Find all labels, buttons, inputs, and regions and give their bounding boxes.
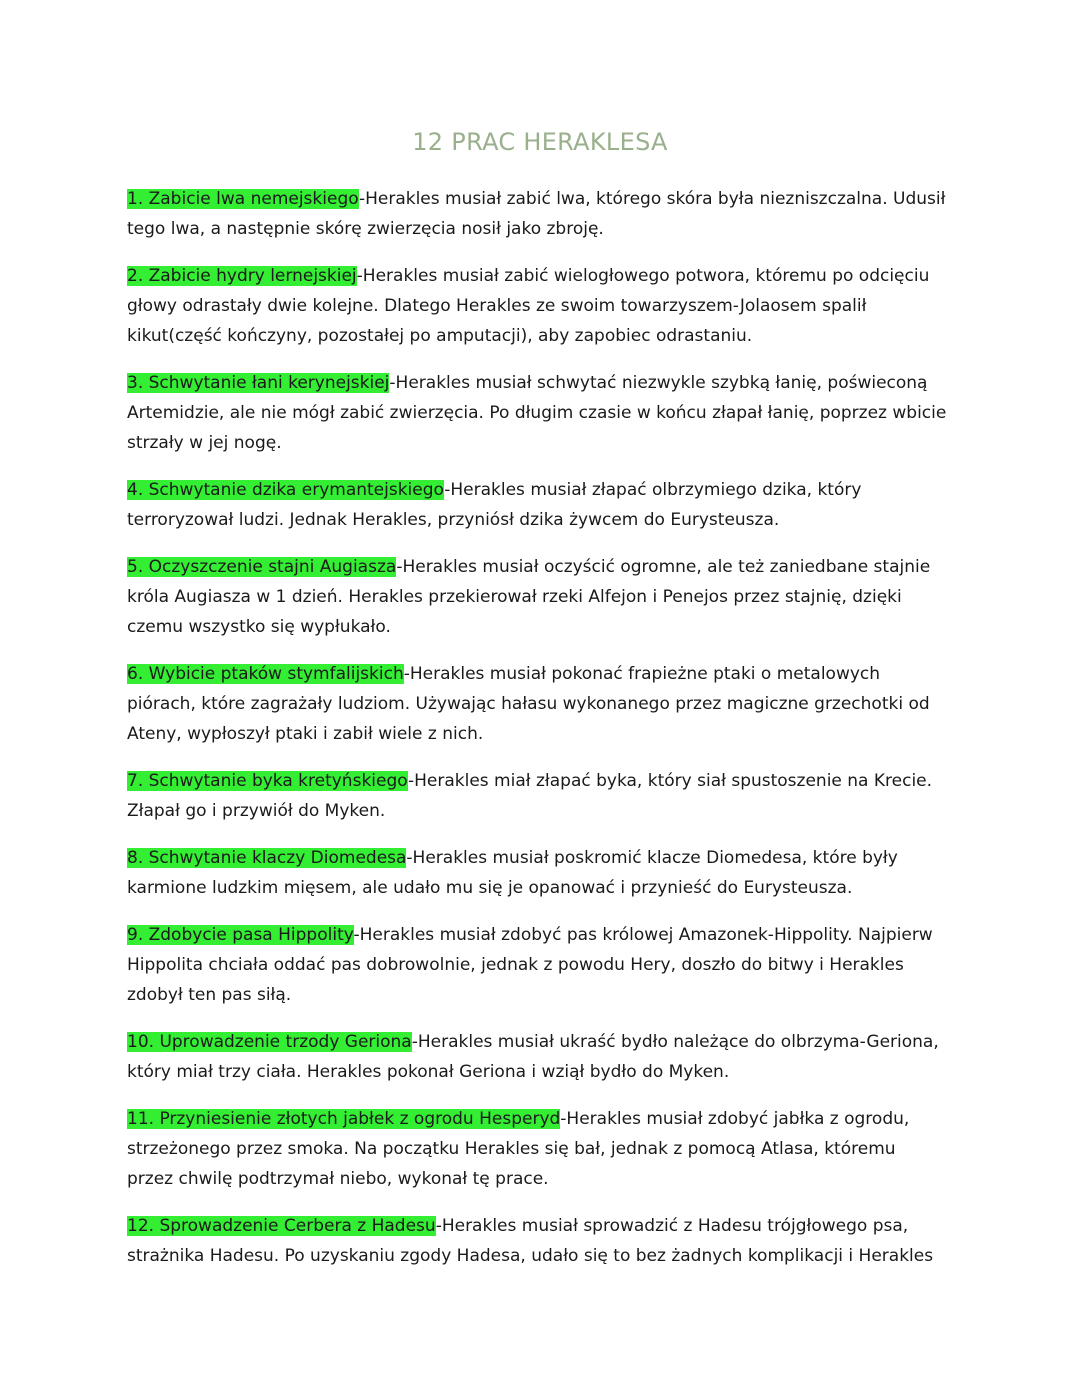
labor-item-3 (127, 368, 947, 458)
labor-heading: 7. Schwytanie byka kretyńskiego (127, 771, 408, 791)
labor-heading: 9. Zdobycie pasa Hippolity (127, 925, 354, 945)
labor-heading: 4. Schwytanie dzika erymantejskiego (127, 480, 445, 500)
labor-item-12 (127, 1211, 947, 1271)
labor-text: -Herakles musiał poskromić klacze Diomedesa, które były karmione ludzkim mięsem, ale udało mu się je opanować i przynieść do Eurysteusza. (127, 848, 898, 898)
labor-item-10 (127, 1027, 947, 1087)
labor-text: -Herakles miał złapać byka, który siał spustoszenie na Krecie. Złapał go i przywiół do Myken. (127, 771, 933, 821)
labor-text: -Herakles musiał ukraść bydło należące do olbrzyma-Geriona, który miał trzy ciała. Herakles pokonał Geriona i wziął bydło do Myken. (127, 1032, 939, 1082)
labor-text: -Herakles musiał złapać olbrzymiego dzika, który terroryzował ludzi. Jednak Herakles, przyniósł dzika żywcem do Eurysteusza. (127, 480, 862, 530)
labor-item-8 (127, 843, 947, 903)
labor-text: -Herakles musiał zdobyć jabłka z ogrodu, strzeżonego przez smoka. Na początku Herakles się bał, jednak z pomocą Atlasa, któremu przez chwilę podtrzymał niebo, wykonał tę prace. (127, 1109, 910, 1189)
labor-heading: 6. Wybicie ptaków stymfalijskich (127, 664, 404, 684)
labor-item-11 (127, 1104, 947, 1194)
labor-item-7 (127, 766, 947, 826)
page-title: 12 PRAC HERAKLESA (412, 128, 668, 156)
labors-list (127, 184, 947, 1288)
labor-heading: 8. Schwytanie klaczy Diomedesa (127, 848, 407, 868)
labor-text: -Herakles musiał pokonać frapieżne ptaki o metalowych piórach, które zagrażały ludziom. Używając hałasu wykonanego przez magiczne grzechotki od Ateny, wypłoszył ptaki i zabił wiele z nich. (127, 664, 930, 744)
labor-heading: 2. Zabicie hydry lernejskiej (127, 266, 357, 286)
labor-item-9 (127, 920, 947, 1010)
labor-heading: 5. Oczyszczenie stajni Augiasza (127, 557, 397, 577)
labor-text: -Herakles musiał sprowadzić z Hadesu trójgłowego psa, strażnika Hadesu. Po uzyskaniu zgody Hadesa, udało się to bez żadnych komplikacji i Herakles (127, 1216, 934, 1266)
labor-item-6 (127, 659, 947, 749)
labor-heading: 3. Schwytanie łani kerynejskiej (127, 373, 390, 393)
labor-heading: 11. Przyniesienie złotych jabłek z ogrodu Hesperyd (127, 1109, 561, 1129)
labor-text: -Herakles musiał zdobyć pas królowej Amazonek-Hippolity. Najpierw Hippolita chciała oddać pas dobrowolnie, jednak z powodu Hery, doszło do bitwy i Herakles zdobył ten pas siłą. (127, 925, 933, 1005)
labor-text: -Herakles musiał zabić lwa, którego skóra była niezniszczalna. Udusił tego lwa, a następnie skórę zwierzęcia nosił jako zbroję. (127, 189, 946, 239)
labor-item-2 (127, 261, 947, 351)
labor-item-4 (127, 475, 947, 535)
labor-text: -Herakles musiał zabić wielogłowego potwora, któremu po odcięciu głowy odrastały dwie kolejne. Dlatego Herakles ze swoim towarzyszem-Jolaosem spalił kikut(część kończyny, pozostałej po amputacji), aby zapobiec odrastaniu. (127, 266, 930, 346)
labor-item-1 (127, 184, 947, 244)
labor-heading: 10. Uprowadzenie trzody Geriona (127, 1032, 412, 1052)
labor-item-5 (127, 552, 947, 642)
labor-text: -Herakles musiał schwytać niezwykle szybką łanię, poświeconą Artemidzie, ale nie mógł zabić zwierzęcia. Po długim czasie w końcu złapał łanię, poprzez wbicie strzały w jej nogę. (127, 373, 947, 453)
labor-heading: 1. Zabicie lwa nemejskiego (127, 189, 359, 209)
labor-text: -Herakles musiał oczyścić ogromne, ale też zaniedbane stajnie króla Augiasza w 1 dzień. Herakles przekierował rzeki Alfejon i Penejos przez stajnię, dzięki czemu wszystko się wypłukało. (127, 557, 931, 637)
labor-heading: 12. Sprowadzenie Cerbera z Hadesu (127, 1216, 436, 1236)
